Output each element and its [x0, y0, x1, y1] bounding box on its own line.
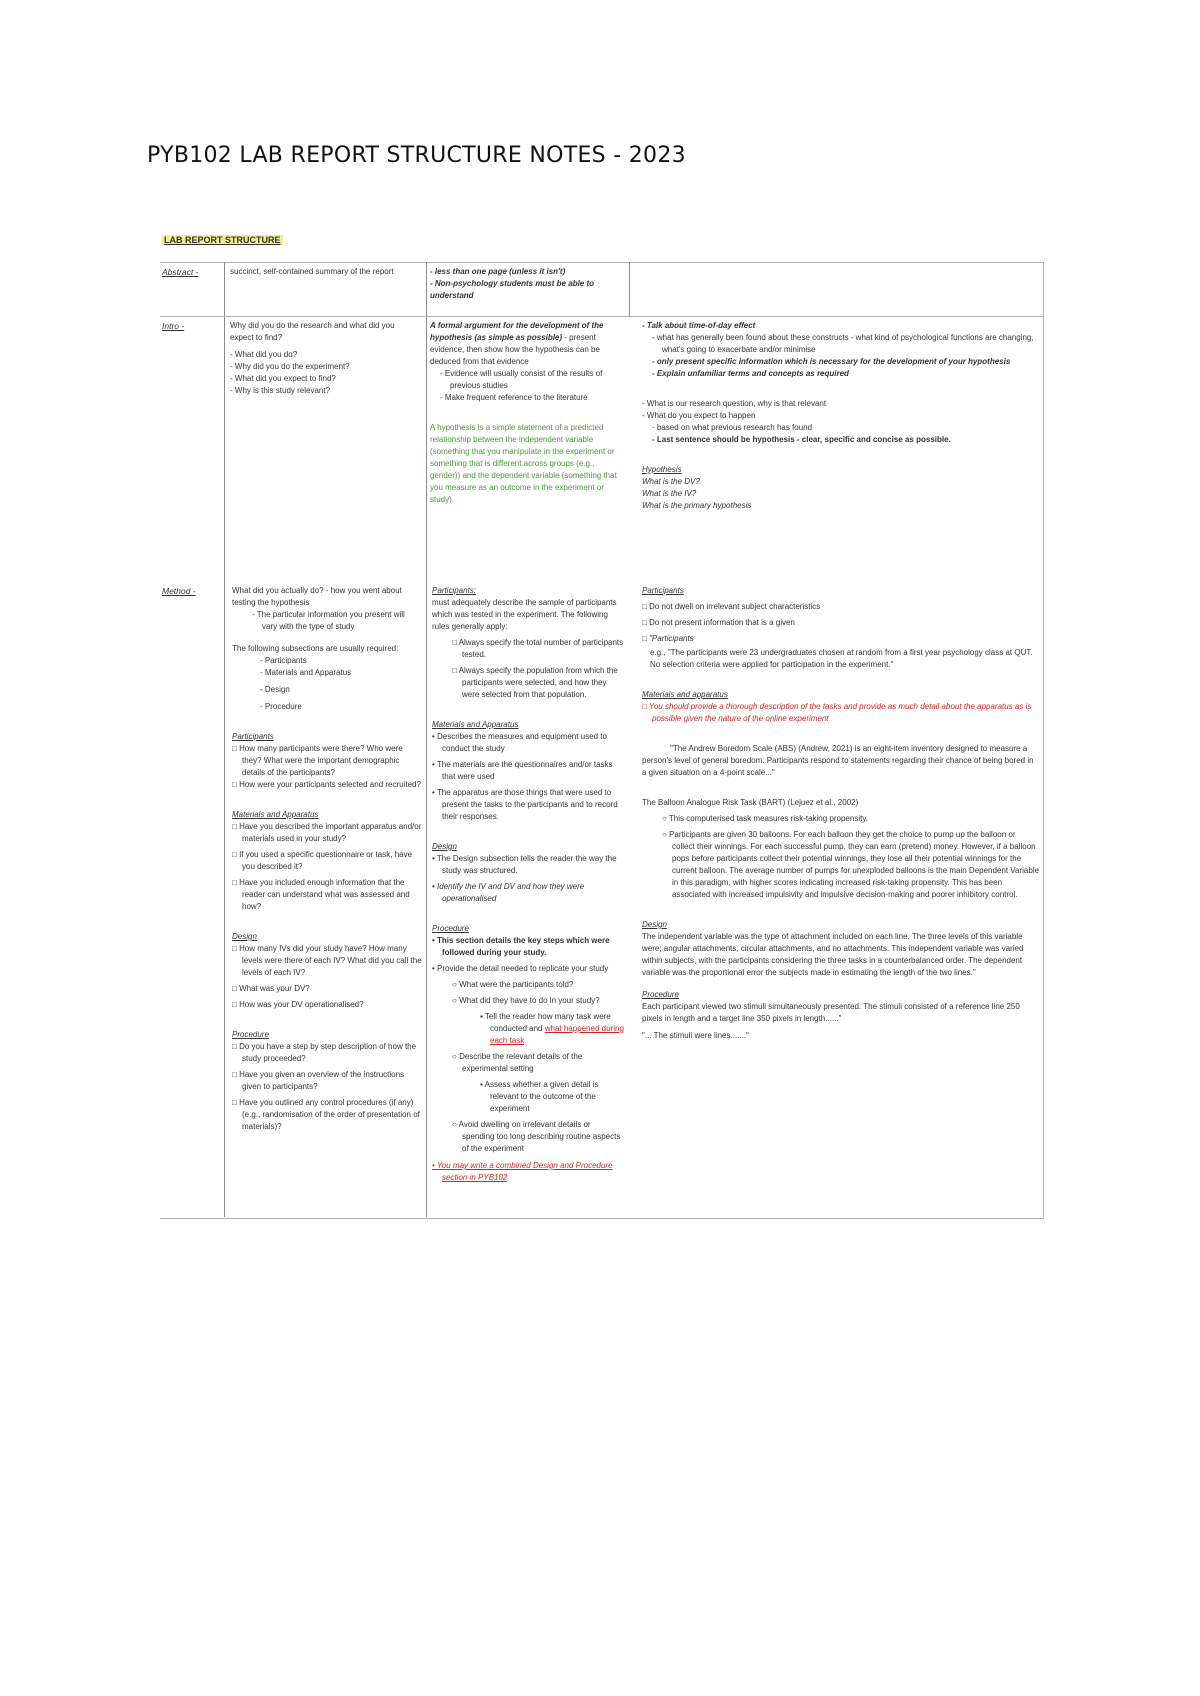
- method-materials-detail-1: • Describes the measures and equipment used to conduct the study: [432, 732, 607, 753]
- method-procedure-avoid: ○ Avoid dwelling on irrelevant details or spending too long describing routine aspects of the experiment: [452, 1120, 621, 1153]
- intro-expectation-hypothesis: - Last sentence should be hypothesis - clear, specific and concise as possible.: [652, 435, 951, 444]
- method-procedure-q2: □ Have you given an overview of the instructions given to participants?: [232, 1070, 405, 1091]
- intro-guidance-cell: [642, 320, 1040, 512]
- intro-label: Intro -: [162, 321, 185, 331]
- method-procedure-detail-2: • Provide the detail needed to replicate your study: [432, 964, 609, 973]
- method-procedure-example-more: "... The stimuli were lines.......": [642, 1031, 749, 1040]
- section-heading: LAB REPORT STRUCTURE: [164, 235, 281, 245]
- intro-research-question: - What is our research question, why is that relevant: [642, 399, 827, 408]
- method-participants-q1: □ How many participants were there? Who were they? What were the important demographic details of the participants?: [232, 744, 403, 777]
- method-materials-q1: □ Have you described the important apparatus and/or materials used in your study?: [232, 822, 422, 843]
- intro-label-cell: [162, 320, 222, 333]
- abstract-summary: succinct, self-contained summary of the report: [230, 267, 394, 276]
- method-procedure-detail-1: • This section details the key steps which were followed during your study.: [432, 936, 610, 957]
- page-title: PYB102 LAB REPORT STRUCTURE NOTES - 2023: [147, 143, 686, 168]
- method-label-cell: [162, 585, 222, 598]
- method-design-q2: □ What was your DV?: [232, 984, 310, 993]
- method-materials-q3: □ Have you included enough information that the reader can understand what was assessed and how?: [232, 878, 410, 911]
- abstract-note-length: - less than one page (unless it isn't): [430, 267, 566, 276]
- method-procedure-example-heading: Procedure: [642, 990, 679, 999]
- intro-question-expect: - What did you expect to find?: [230, 374, 336, 383]
- method-participants-heading: Participants: [232, 732, 274, 741]
- intro-hypothesis-primary: What is the primary hypothesis: [642, 501, 752, 510]
- abstract-label-cell: [162, 266, 222, 279]
- method-label: Method -: [162, 586, 196, 596]
- method-participants-detail-heading: Participants:: [432, 586, 477, 595]
- method-design-heading: Design: [232, 932, 257, 941]
- intro-hypothesis-dv: What is the DV?: [642, 477, 700, 486]
- method-participants-tip-1: □ Do not dwell on irrelevant subject characteristics: [642, 602, 821, 611]
- method-design-detail-1: • The Design subsection tells the reader the way the study was structured.: [432, 854, 617, 875]
- intro-time-of-day: - Talk about time-of-day effect: [642, 321, 756, 330]
- intro-hypothesis-iv: What is the IV?: [642, 489, 697, 498]
- method-design-q1: □ How many IVs did your study have? How many levels were there of each IV? What did you call the levels of each IV?: [232, 944, 422, 977]
- method-bart-heading: The Balloon Analogue Risk Task (BART) (Lejuez et al., 2002): [642, 798, 859, 807]
- method-subsection-design: - Design: [260, 685, 290, 694]
- intro-main-question: Why did you do the research and what did you expect to find?: [230, 321, 395, 342]
- method-materials-heading: Materials and Apparatus: [232, 810, 319, 819]
- method-participants-rule-1: □ Always specify the total number of participants tested.: [452, 638, 624, 659]
- method-procedure-heading: Procedure: [232, 1030, 269, 1039]
- intro-question-what: - What did you do?: [230, 350, 298, 359]
- table-column-divider-2: [426, 262, 427, 1217]
- method-design-detail-2: • Identify the IV and DV and how they were operationalised: [432, 882, 585, 903]
- method-design-example-heading: Design: [642, 920, 667, 929]
- method-procedure-q3: □ Have you outlined any control procedures (if any) (e.g., randomisation of the order of presentation of materials)?: [232, 1098, 420, 1131]
- method-design-example: The independent variable was the type of attachment included on each line. The three levels of this variable were; angular attachments, circular attachments, and no attachments. This independent variable was varied within subjects, with the participants considering the three tasks in a counterbalanced order. The dependent variable was the proportional error the subjects made in estimating the length of the two lines.": [642, 932, 1024, 977]
- abstract-notes-cell: [430, 266, 626, 302]
- method-materials-q2: □ If you used a specific questionnaire or task, have you described it?: [232, 850, 413, 871]
- method-participants-q2: □ How were your participants selected and recruited?: [232, 780, 421, 789]
- intro-argument: A formal argument for the development of the hypothesis (as simple as possible) - present evidence, then show how the hypothesis can be deduced from that evidence: [430, 321, 604, 366]
- abstract-note-audience: - Non-psychology students must be able to understand: [430, 279, 595, 300]
- method-procedure-setting: ○ Describe the relevant details of the experimental setting: [452, 1052, 583, 1073]
- intro-expectation: - What do you expect to happen: [642, 411, 756, 420]
- method-subsections-intro: The following subsections are usually required:: [232, 644, 399, 653]
- intro-hypothesis-heading: Hypothesis: [642, 465, 682, 474]
- intro-expectation-previous: - based on what previous research has found: [652, 423, 813, 432]
- method-participants-example: e.g., "The participants were 23 undergraduates chosen at random from a first year psychology class at QUT. No selection criteria were applied for participation in the experiment.": [650, 648, 1033, 669]
- table-right-border: [1043, 262, 1044, 1217]
- abstract-summary-cell: [230, 266, 425, 278]
- method-abs-quote: "The Andrew Boredom Scale (ABS) (Andrew, 2021) is an eight-item inventory designed to measure a person's level of general boredom. Participants respond to statements regarding their chance of being bored in a given situation on a 4-point scale...": [642, 744, 1034, 777]
- intro-time-of-day-found: - what has generally been found about these constructs - what kind of psychological functions are changing, what's going to exacerbate and/or minimise: [652, 333, 1034, 354]
- intro-argument-cell: [430, 320, 626, 506]
- intro-argument-evidence: - Evidence will usually consist of the results of previous studies: [440, 369, 603, 390]
- table-row-divider-1: [160, 316, 1044, 317]
- method-procedure-do: ○ What did they have to do in your study?: [452, 996, 600, 1005]
- table-column-divider-1: [224, 262, 225, 1217]
- method-intro: What did you actually do? - how you went about testing the hypothesis: [232, 586, 402, 607]
- table-column-divider-3: [629, 262, 630, 317]
- method-questions-cell: [232, 585, 422, 1133]
- method-bart-2: ○ Participants are given 30 balloons. For each balloon they get the choice to pump up the balloon or collect their winnings. For each successful pump, they can earn (pretend) money. However, if a balloon pops before participants collect their potential winnings, they lose all their potential winnings for the current balloon. The average number of pumps for unexploded balloons is the main Dependent Variable in this paradigm, with higher scores indicating increased risk-taking propensity. This has been associated with increased impulsivity and impulsive decision-making and poorer inhibitory control.: [662, 830, 1040, 899]
- abstract-label: Abstract -: [162, 267, 199, 277]
- method-procedure-example: Each participant viewed two stimuli simultaneously presented. The stimuli consisted of a reference line 250 pixels in length and a target line 350 pixels in length......": [642, 1002, 1020, 1023]
- method-design-q3: □ How was your DV operationalised?: [232, 1000, 364, 1009]
- intro-time-of-day-terms: - Explain unfamiliar terms and concepts as required: [652, 369, 849, 378]
- method-procedure-told: ○ What were the participants told?: [452, 980, 574, 989]
- method-subsection-participants: - Participants: [260, 656, 307, 665]
- method-participants-tip-3: □ "Participants: [642, 634, 694, 643]
- method-examples-cell: [642, 585, 1040, 1042]
- method-subsection-materials: - Materials and Apparatus: [260, 668, 352, 677]
- method-participants-detail: must adequately describe the sample of participants which was tested in the experiment. The following rules generally apply:: [432, 598, 617, 631]
- method-design-detail-heading: Design: [432, 842, 457, 851]
- intro-hypothesis-definition: A hypothesis is a simple statement of a predicted relationship between the independent variable (something that you manipulate in the experiment or something that is different across groups (e.g., gender)) and the dependent variable (something that you measure as an outcome in the experiment or study).: [430, 423, 617, 504]
- method-participants-rule-2: □ Always specify the population from which the participants were selected, and how they were selected from that population.: [452, 666, 618, 699]
- method-materials-example-heading: Materials and apparatus: [642, 690, 728, 699]
- method-participants-tip-2: □ Do not present information that is a given: [642, 618, 795, 627]
- method-procedure-q1: □ Do you have a step by step description of how the study proceeded?: [232, 1042, 417, 1063]
- method-subsection-procedure: - Procedure: [260, 702, 302, 711]
- method-procedure-detail-heading: Procedure: [432, 924, 469, 933]
- method-details-cell: [432, 585, 624, 1184]
- method-procedure-relevance: ▪ Assess whether a given detail is relevant to the outcome of the experiment: [480, 1080, 599, 1113]
- method-materials-detail-3: • The apparatus are those things that were used to present the tasks to the participants and to record their responses.: [432, 788, 618, 821]
- method-participants-example-heading: Participants: [642, 586, 684, 595]
- intro-question-relevant: - Why is this study relevant?: [230, 386, 331, 395]
- method-procedure-tasks: ▪ Tell the reader how many task were conducted and what happened during each task: [480, 1012, 624, 1045]
- intro-questions-cell: [230, 320, 420, 397]
- method-materials-detail-heading: Materials and Apparatus: [432, 720, 519, 729]
- method-materials-detail-2: • The materials are the questionnaires and/or tasks that were used: [432, 760, 613, 781]
- method-bart-1: ○ This computerised task measures risk-taking propensity.: [662, 814, 868, 823]
- method-combined-note: • You may write a combined Design and Procedure section in PYB102: [432, 1161, 613, 1182]
- intro-time-of-day-specific: - only present specific information which is necessary for the development of your hypothesis: [652, 357, 1011, 366]
- method-materials-example-note: □ You should provide a thorough description of the tasks and provide as much detail about the apparatus as is possible given the nature of the online experiment: [642, 702, 1032, 723]
- intro-argument-literature: - Make frequent reference to the literature: [440, 393, 588, 402]
- method-intro-sub: - The particular information you present will vary with the type of study: [252, 610, 405, 631]
- intro-question-why: - Why did you do the experiment?: [230, 362, 350, 371]
